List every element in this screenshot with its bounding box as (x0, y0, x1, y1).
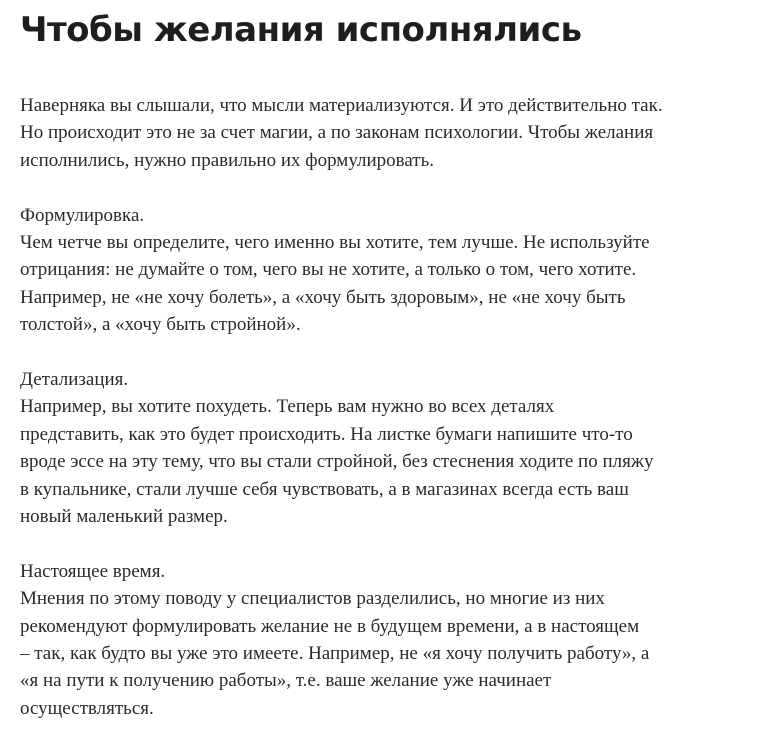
paragraph-line: Формулировка. (20, 204, 145, 226)
paragraph-line: Наверняка вы слышали, что мысли материализуются. И это действительно так. (20, 95, 663, 116)
paragraph-line: рекомендуют формулировать желание не в будущем времени, а в настоящем (20, 615, 640, 637)
paragraph-line: Но происходит это не за счет магии, а по законам психологии. Чтобы желания (20, 122, 654, 144)
paragraph-line: – так, как будто вы уже это имеете. Например, не «я хочу получить работу», а (20, 643, 650, 665)
paragraph-line: толстой», а «хочу быть стройной». (20, 314, 301, 336)
paragraph-line: Например, вы хотите похудеть. Теперь вам нужно во всех деталях (20, 396, 555, 418)
paragraph-line: вроде эссе на эту тему, что вы стали стройной, без стеснения ходите по пляжу (20, 451, 654, 473)
paragraph-line: новый маленький размер. (20, 506, 228, 528)
paragraph-line: отрицания: не думайте о том, чего вы не хотите, а только о том, чего хотите. (20, 259, 637, 281)
article-body (20, 92, 748, 722)
paragraph-line: в купальнике, стали лучше себя чувствовать, а в магазинах всегда есть ваш (20, 478, 629, 500)
article (20, 0, 748, 722)
paragraph (20, 92, 748, 174)
paragraph-line: Например, не «не хочу болеть», а «хочу быть здоровым», не «не хочу быть (20, 286, 626, 308)
paragraph (20, 558, 748, 722)
paragraph-line: «я на пути к получению работы», т.е. ваше желание уже начинает (20, 670, 552, 692)
paragraph-line: Мнения по этому поводу у специалистов разделились, но многие из них (20, 588, 605, 610)
paragraph-line: осуществляться. (20, 697, 154, 719)
article-title: Чтобы желания исполнялись (20, 10, 582, 50)
paragraph (20, 366, 748, 530)
paragraph-line: исполнились, нужно правильно их формулировать. (20, 149, 435, 171)
paragraph (20, 202, 748, 339)
paragraph-line: Настоящее время. (20, 560, 166, 582)
paragraph-line: Чем четче вы определите, чего именно вы хотите, тем лучше. Не используйте (20, 232, 650, 254)
paragraph-line: представить, как это будет происходить. На листке бумаги напишите что-то (20, 423, 633, 445)
paragraph-line: Детализация. (20, 369, 129, 391)
